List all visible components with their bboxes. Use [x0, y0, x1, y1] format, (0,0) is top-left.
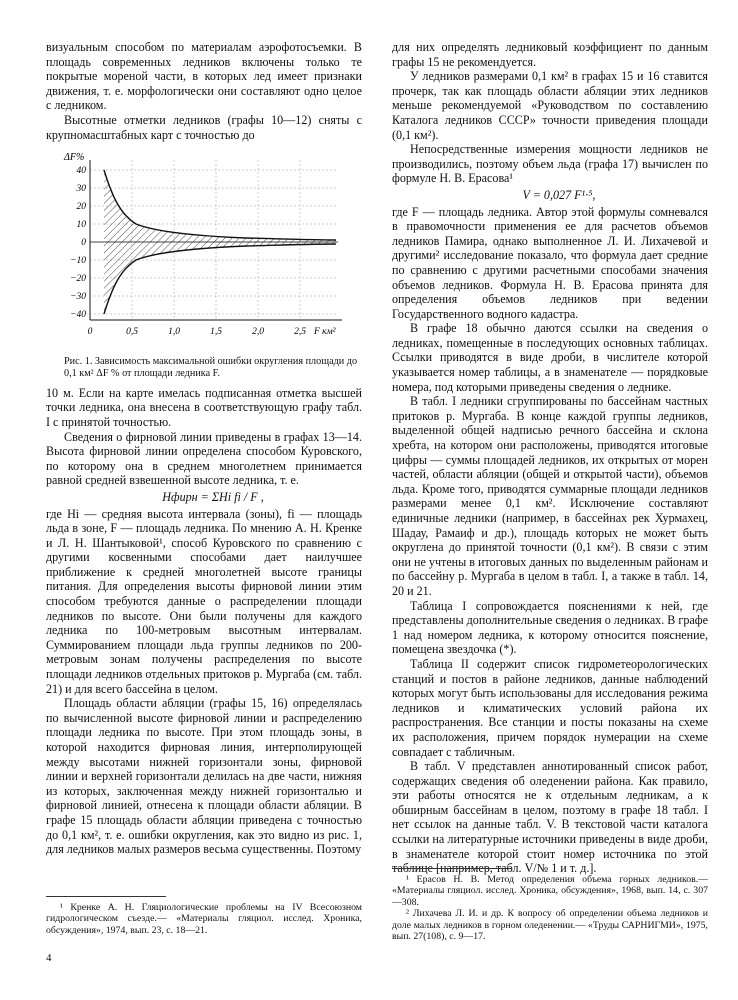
figure-caption: Рис. 1. Зависимость максимальной ошибки округления площади до 0,1 км² ΔF % от площади ледника F.	[64, 355, 358, 379]
paragraph: В графе 18 обычно даются ссылки на сведения о ледниках, помещенные в последующих основных таблицах. Ссылки приводятся в виде дроби, в числителе которой указывается номер таблицы, а в знаменателе — порядковые номера, под которыми приведены сведения о леднике.	[392, 321, 708, 394]
x-tick: 1,5	[210, 327, 222, 338]
footnote: ² Лихачева Л. И. и др. К вопросу об определении объема ледников и доле малых ледников в горном оледенении.— «Труды САРНИГМИ», 1975, вып. 27(108), с. 9—17.	[392, 908, 708, 943]
footnote: ¹ Ерасов Н. В. Метод определения объема горных ледников.— «Материалы гляциол. исслед. Хроника, обсуждения», 1968, вып. 14, с. 307—308.	[392, 874, 708, 908]
paragraph: где F — площадь ледника. Автор этой формулы сомневался в правомочности применения ее для расчетов объемов ледников Памира, однако выполненное Л. И. Лихачевой и другими² исследование показало, что формула дает средние по сравнению с другими расчетными способами значения объемов ледников. Формула Н. В. Ерасова принята для определения объемов ледников при ведении Государственного водного кадастра.	[392, 204, 708, 321]
paragraph: 10 м. Если на карте имелась подписанная отметка высшей точки ледника, она внесена в соответствующую графу табл. I с принятой точностью.	[46, 385, 362, 429]
left-column	[46, 40, 362, 857]
x-tick: 0	[87, 327, 93, 338]
footnotes-right	[392, 874, 708, 942]
y-tick: 10	[76, 220, 86, 231]
paragraph: для них определять ледниковый коэффициент по данным графы 15 не рекомендуется.	[392, 40, 708, 69]
x-tick: 2,5	[294, 327, 306, 338]
error-chart	[46, 148, 362, 348]
page-number: 4	[46, 952, 52, 964]
paragraph: где Hi — средняя высота интервала (зоны), fi — площадь льда в зоне, F — площадь ледника. По мнению А. Н. Кренке и Л. Н. Шантыковой¹, способ Куровского по сравнению с другими косвенными способами дает наилучшее приближение к средней многолетней высоте границы питания. Для определения высоты фирновой линии этим способом требуются данные о распределении площади ледников по высоте. Они были получены для каждого ледника по 100-метровым высотным интервалам. Суммированием площади льда группы ледников по 200-метровым зонам получены распределения по высоте площади ледников отдельных притоков р. Мургаба (см. табл. 21) и для всего бассейна в целом.	[46, 506, 362, 696]
paragraph: Высотные отметки ледников (графы 10—12) сняты с крупномасштабных карт с точностью до	[46, 112, 362, 142]
right-column	[392, 40, 708, 876]
x-tick: 2,0	[252, 327, 264, 338]
footnote-rule	[392, 868, 512, 869]
x-tick: 0,5	[126, 327, 138, 338]
paragraph: В табл. I ледники сгруппированы по бассейнам частных притоков р. Мургаба. В конце каждой группы ледников, выделенной общей надписью речного бассейна и склона хребта, на котором они расположены, приводятся итоговые цифры — суммы площадей ледников, их открытых от морен частей, области абляции (общей и открытой части), объемов льда. Кроме того, приводятся суммарные площади ледников размерами менее 0,1 км². Исключение составляют единичные ледники (например, в бассейнах рек Хурмахец, Шадау, Рамаиф и др.), площадь которых не может быть округлена до принятой точности (0,1 км²). В связи с этим они не учтены в итоговых данных по выделенным районам и по бассейну р. Мургаба в целом в табл. I, а также в табл. 14, 20 и 21.	[392, 394, 708, 598]
paragraph: Непосредственные измерения мощности ледников не производились, поэтому объем льда (графа 17) вычислен по формуле Н. В. Ерасова¹	[392, 142, 708, 186]
paragraph: У ледников размерами 0,1 км² в графах 15 и 16 ставится прочерк, так как площадь области абляции этих ледников меньше рекомендуемой «Руководством по составлению Каталога ледников СССР» точности приведения площади (0,1 км²).	[392, 69, 708, 142]
formula: Hфирн = ΣHi fi / F ,	[162, 489, 264, 504]
paragraph: визуальным способом по материалам аэрофотосъемки. В площадь современных ледников включены только те покрытые мореной части, в которых лед имеет признаки движения, т. е. морфологически они составляют одно целое с ледником.	[46, 40, 362, 113]
paragraph: Таблица II содержит список гидрометеорологических станций и постов в районе ледников, данные наблюдений которых могут быть использованы для исследования режима ледников и климатических условий района их распространения. Все станции и посты показаны на схеме их расположения, причем порядок нумерации на схеме совпадает с табличным.	[392, 656, 708, 759]
y-tick: −40	[70, 310, 86, 321]
paragraph: Таблица I сопровождается пояснениями к ней, где представлены дополнительные сведения о ледниках. В графе 1 над номером ледника, к которому относится пояснение, помещена звездочка (*).	[392, 598, 708, 657]
y-axis-label: ΔF%	[64, 152, 85, 164]
y-tick: −20	[70, 274, 86, 285]
figure-1	[46, 148, 362, 380]
y-tick: 40	[76, 166, 86, 177]
footnote: ¹ Кренке А. Н. Гляциологические проблемы на IV Всесоюзном гидрологическом съезде.— «Материалы гляциол. исслед. Хроника, обсуждения», 1974, вып. 23, с. 18—21.	[46, 902, 362, 936]
footnotes-left	[46, 902, 362, 936]
paragraph: Площадь области абляции (графы 15, 16) определялась по вычисленной высоте фирновой линии и распределению площади ледника по высоте. При этом площадь зоны, в которой находится фирновая линия, интерполирующей между высотами нижней горизонтали зоны, фирновой линии и верхней горизонтали делилась на две части, нижняя из которых, заключенная между нижней горизонталью и фирновой линией, отнесена к площади области абляции. В графе 15 площадь области абляции приведена с точностью до 0,1 км², т. е. ошибки округления, как это видно из рис. 1, для ледников малых размеров весьма существенны. Поэтому	[46, 696, 362, 857]
paragraph: Сведения о фирновой линии приведены в графах 13—14. Высота фирновой линии определена способом Куровского, по которому она в среднем многолетнем принимается равной средней взвешенной высоте ледника, т. е.	[46, 429, 362, 488]
footnote-rule	[46, 896, 166, 897]
y-tick: 20	[76, 202, 86, 213]
y-tick: −10	[70, 256, 86, 267]
x-tick: 1,0	[168, 327, 180, 338]
paragraph: В табл. V представлен аннотированный список работ, содержащих сведения об оледенении района. Как правило, эти работы относятся не к отдельным ледникам, а к обширным бассейнам в целом, поэтому в графе 18 табл. I нет ссылок на данные табл. V. В текстовой части каталога ссылки на литературные источники приведены в виде дроби, в знаменателе которой стоит номер источника по этой таблице [например, табл. V/№ 1 и т. д.].	[392, 759, 708, 876]
y-tick: 30	[76, 184, 86, 195]
y-tick: −30	[70, 292, 86, 303]
x-axis-label: F км²	[314, 327, 336, 338]
y-tick: 0	[81, 238, 86, 249]
formula: V = 0,027 F¹·⁵,	[522, 187, 596, 202]
